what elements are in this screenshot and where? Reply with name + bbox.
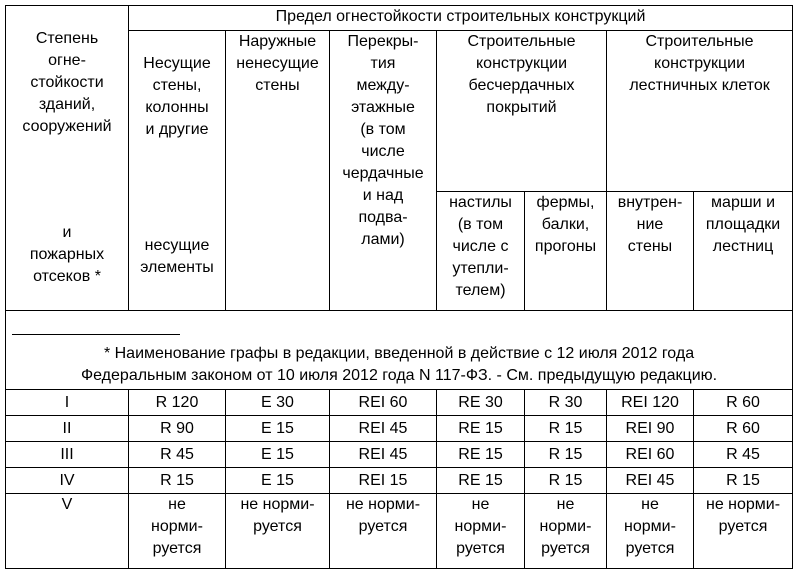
cell: R 15 xyxy=(129,468,226,494)
cell: E 15 xyxy=(226,468,330,494)
limit-header: Предел огнестойкости строительных конструкций xyxy=(129,6,793,31)
cell: R 45 xyxy=(694,442,793,468)
cell: E 15 xyxy=(226,416,330,442)
footnote-text: * Наименование графы в редакции, введенной в действие с 12 июля 2012 года Федеральным законом от 10 июля 2012 года N 117-ФЗ. - См. предыдущую редакцию. xyxy=(80,345,718,384)
cell: не норми- руется xyxy=(525,494,607,569)
stairs-header: Строительные конструкции лестничных клеток xyxy=(607,31,793,192)
cell: RE 15 xyxy=(437,416,525,442)
cell: REI 45 xyxy=(330,416,437,442)
cell: E 30 xyxy=(226,390,330,416)
cell: REI 60 xyxy=(330,390,437,416)
cell: V xyxy=(6,494,129,569)
cell: REI 120 xyxy=(607,390,694,416)
table-row xyxy=(6,442,793,468)
cell: не норми- руется xyxy=(694,494,793,569)
decking-header: настилы (в том числе с утепли- телем) xyxy=(437,191,525,310)
degree-header-top: Степень огне- стойкости зданий, сооружений xyxy=(22,30,112,135)
cell: не норми- руется xyxy=(129,494,226,569)
fire-resistance-table xyxy=(5,5,793,569)
external-walls-header: Наружные ненесущие стены xyxy=(226,31,330,311)
cell: R 45 xyxy=(129,442,226,468)
floors-header: Перекры- тия между- этажные (в том числе чердачные и над подва- лами) xyxy=(330,31,437,311)
cell: R 15 xyxy=(525,416,607,442)
cell: E 15 xyxy=(226,442,330,468)
cell: REI 90 xyxy=(607,416,694,442)
cell: REI 60 xyxy=(607,442,694,468)
cell: RE 15 xyxy=(437,442,525,468)
cell: II xyxy=(6,416,129,442)
load-bearing-top: Несущие стены, колонны и другие xyxy=(143,55,211,138)
cell: R 15 xyxy=(525,468,607,494)
cell: не норми- руется xyxy=(437,494,525,569)
cell: R 30 xyxy=(525,390,607,416)
trusses-header: фермы, балки, прогоны xyxy=(525,191,607,310)
load-bearing-header xyxy=(129,31,226,311)
table-row xyxy=(6,390,793,416)
flights-header: марши и площадки лестниц xyxy=(694,191,793,310)
table-row xyxy=(6,494,793,569)
cell: не норми- руется xyxy=(330,494,437,569)
spacer xyxy=(130,163,224,213)
cell: RE 15 xyxy=(437,468,525,494)
cell: R 15 xyxy=(694,468,793,494)
cell: R 90 xyxy=(129,416,226,442)
footnote-cell xyxy=(6,311,793,390)
cell: R 120 xyxy=(129,390,226,416)
table-row xyxy=(6,416,793,442)
degree-header-bottom: и пожарных отсеков * xyxy=(29,224,105,285)
spacer xyxy=(7,160,127,200)
inner-walls-header: внутрен- ние стены xyxy=(607,191,694,310)
degree-header xyxy=(6,6,129,311)
cell: IV xyxy=(6,468,129,494)
load-bearing-bottom: несущие элементы xyxy=(140,237,214,276)
roof-header: Строительные конструкции бесчердачных покрытий xyxy=(437,31,607,192)
cell: не норми- руется xyxy=(226,494,330,569)
cell: не норми- руется xyxy=(607,494,694,569)
cell: REI 15 xyxy=(330,468,437,494)
cell: RE 30 xyxy=(437,390,525,416)
cell: R 60 xyxy=(694,416,793,442)
cell: REI 45 xyxy=(607,468,694,494)
cell: I xyxy=(6,390,129,416)
cell: R 60 xyxy=(694,390,793,416)
table-row xyxy=(6,468,793,494)
cell: REI 45 xyxy=(330,442,437,468)
cell: III xyxy=(6,442,129,468)
cell: R 15 xyxy=(525,442,607,468)
footnote-rule xyxy=(12,334,180,335)
